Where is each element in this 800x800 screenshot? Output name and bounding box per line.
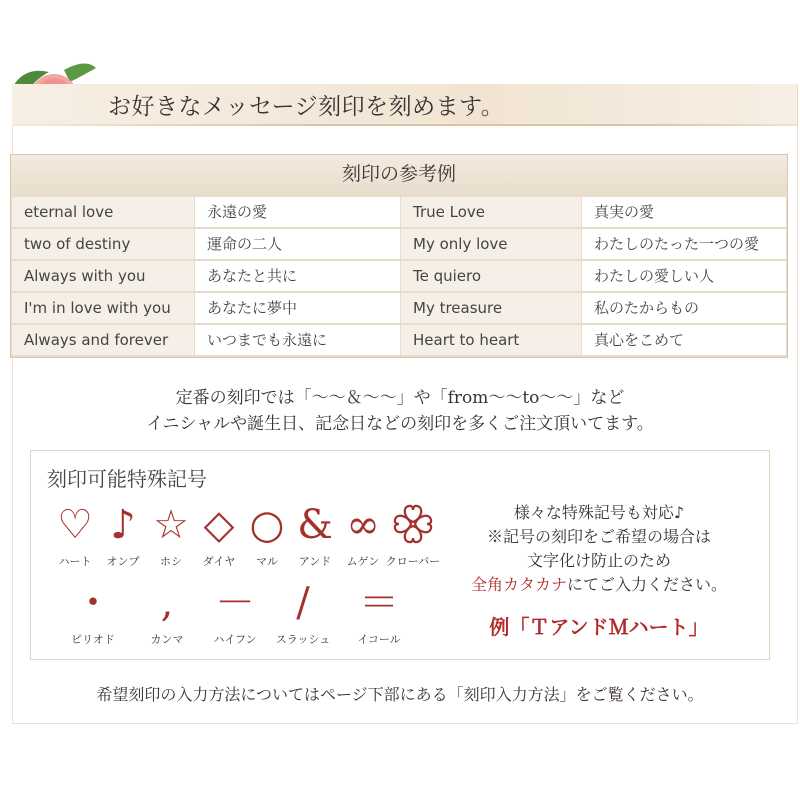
table-row [11, 196, 787, 228]
symbols-instructions [441, 501, 757, 597]
diamond-icon: ◇ [203, 502, 235, 548]
symbol-label: カンマ [150, 633, 184, 646]
example-en-cell: My only love [401, 229, 581, 259]
equal-icon: ＝ [359, 580, 399, 626]
symbol-label: ダイヤ [202, 555, 236, 568]
symbol-label: ハイフン [213, 633, 257, 646]
example-en-cell: two of destiny [12, 229, 194, 259]
example-en-cell: Heart to heart [401, 325, 581, 355]
example-en-cell: Always and forever [12, 325, 194, 355]
circle-icon: ○ [249, 502, 285, 548]
example-en-cell: My treasure [401, 293, 581, 323]
music-note-icon: ♪ [110, 502, 136, 548]
engraving-examples-table [10, 154, 788, 358]
symbol-period [63, 579, 123, 647]
example-en-cell: Always with you [12, 261, 194, 291]
heart-icon: ♡ [57, 502, 93, 548]
symbol-label: オンプ [106, 555, 140, 568]
special-symbols-box [30, 450, 770, 660]
example-jp-cell: 運命の二人 [195, 229, 400, 259]
symbol-slash [273, 579, 333, 647]
instruction-line-4-rest: にてご入力ください。 [567, 575, 728, 594]
symbol-label: ムゲン [346, 555, 380, 568]
comma-icon: , [160, 580, 174, 626]
symbol-label: アンド [298, 555, 332, 568]
symbol-label: マル [256, 555, 278, 568]
example-jp-cell: わたしのたった一つの愛 [582, 229, 786, 259]
symbol-label: ハート [58, 555, 92, 568]
example-jp-cell: わたしの愛しい人 [582, 261, 786, 291]
example-jp-cell: あなたに夢中 [195, 293, 400, 323]
symbol-label: スラッシュ [275, 633, 331, 646]
page-title: お好きなメッセージ刻印を刻めます。 [108, 94, 505, 120]
example-jp-cell: 私のたからもの [582, 293, 786, 323]
symbol-equal [349, 579, 409, 647]
example-jp-cell: あなたと共に [195, 261, 400, 291]
symbols-title: 刻印可能特殊記号 [47, 467, 207, 491]
symbol-label: ピリオド [71, 633, 115, 646]
examples-grid [11, 196, 787, 356]
symbol-label: ホシ [160, 555, 182, 568]
table-row [11, 260, 787, 292]
instruction-line-3: 文字化け防止のため [526, 551, 671, 570]
instruction-line-1: 様々な特殊記号も対応♪ [513, 503, 685, 522]
clover-icon [383, 501, 443, 549]
note-line-2: イニシャルや誕生日、記念日などの刻印を多くご注文頂いてます。 [146, 414, 654, 434]
example-en-cell: Te quiero [401, 261, 581, 291]
example-jp-cell: 真実の愛 [582, 197, 786, 227]
hyphen-icon: － [215, 580, 255, 626]
examples-title: 刻印の参考例 [11, 155, 787, 194]
infinity-icon: ∞ [346, 502, 380, 548]
symbol-clover [383, 501, 443, 569]
example-en-cell: eternal love [12, 197, 194, 227]
katakana-highlight: 全角カタカナ [470, 575, 567, 594]
table-row [11, 292, 787, 324]
instruction-line-2: ※記号の刻印をご希望の場合は [486, 527, 711, 546]
period-icon: ・ [73, 580, 113, 626]
star-icon: ☆ [153, 502, 189, 548]
note-line-1: 定番の刻印では「～～＆～～」や「from～～to～～」など [175, 388, 625, 408]
table-row [11, 228, 787, 260]
slash-icon: / [296, 580, 310, 626]
symbol-label: クローバー [385, 555, 441, 568]
footer-note: 希望刻印の入力方法についてはページ下部にある「刻印入力方法」をご覧ください。 [96, 685, 704, 704]
example-en-cell: True Love [401, 197, 581, 227]
symbol-example: 例「ＴアンドＭハート」 [489, 615, 709, 639]
example-jp-cell: 真心をこめて [582, 325, 786, 355]
example-jp-cell: いつまでも永遠に [195, 325, 400, 355]
example-en-cell: I'm in love with you [12, 293, 194, 323]
example-jp-cell: 永遠の愛 [195, 197, 400, 227]
symbol-comma [137, 579, 197, 647]
table-row [11, 324, 787, 356]
symbol-label: イコール [357, 633, 401, 646]
instruction-line-4 [441, 573, 757, 597]
symbol-hyphen [205, 579, 265, 647]
ampersand-icon: & [297, 502, 333, 548]
